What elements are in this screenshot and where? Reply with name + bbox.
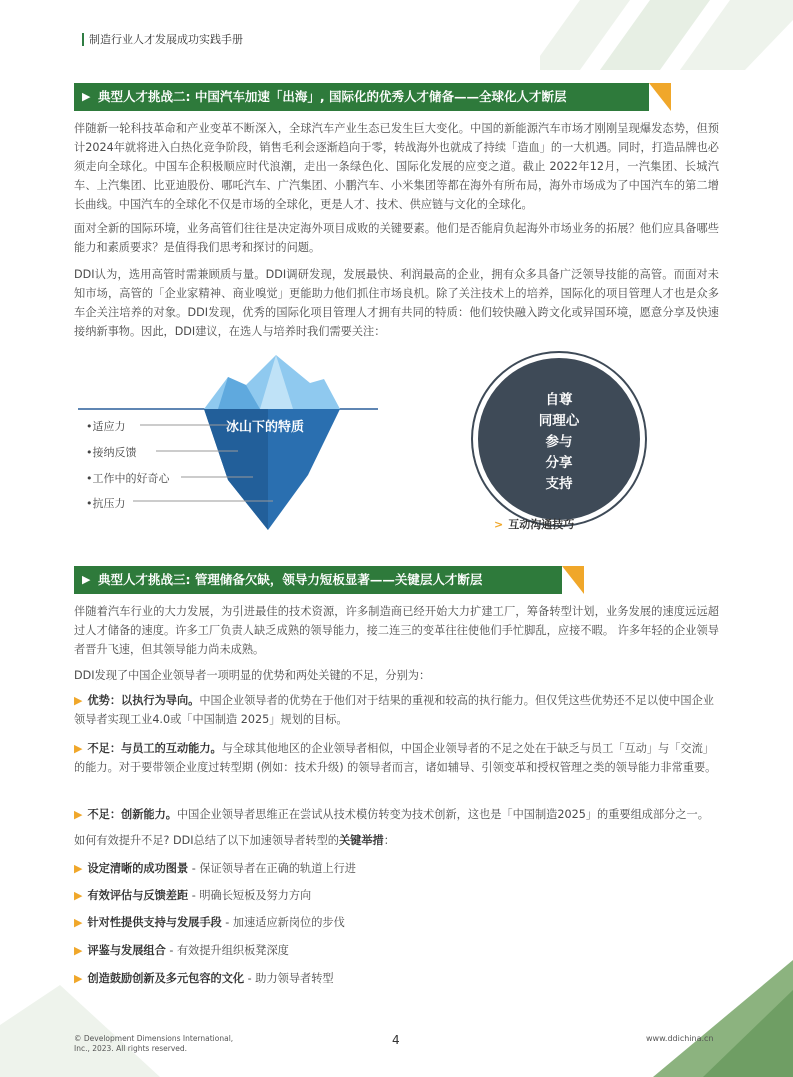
- paragraph: 如何有效提升不足? DDI总结了以下加速领导者转型的关键举措：: [74, 834, 395, 847]
- banner-text: 典型人才挑战三: 管理储备欠缺，领导力短板显著——关键层人才断层: [98, 572, 483, 587]
- paragraph: 伴随着汽车行业的大力发展，为引进最佳的技术资源，许多制造商已经开始大力扩建工厂，筹备转型计划，业务发展的速度远远超过人才储备的速度。许多工厂负责人缺乏成熟的领导能力，接二连三的变革往往使他们手忙脚乱，应接不暇。 许多年轻的企业领导者晋升飞速，但其领导能力尚未成熟。: [74, 605, 719, 656]
- measure-item: ▶ 有效评估与反馈差距 - 明确长短板及努力方向: [74, 889, 312, 902]
- circle-item: 参与: [545, 434, 573, 450]
- triangle-bullet-icon: ▶: [74, 889, 83, 902]
- circle-caption: [494, 516, 574, 532]
- circle-item: 支持: [545, 476, 573, 492]
- triangle-bullet-icon: ▶: [74, 808, 83, 821]
- triangle-bullet-icon: ▶: [74, 742, 83, 755]
- banner-text: 典型人才挑战二: 中国汽车加速「出海」, 国际化的优秀人才储备——全球化人才断层: [98, 89, 567, 104]
- communication-skills-circle: [473, 353, 645, 525]
- measure-item: ▶ 设定清晰的成功图景 - 保证领导者在正确的轨道上行进: [74, 862, 356, 875]
- triangle-bullet-icon: ▶: [74, 694, 83, 707]
- circle-item: 同理心: [538, 413, 580, 429]
- top-right-decoration: [540, 0, 793, 70]
- measure-item: ▶ 创造鼓励创新及多元包容的文化 - 助力领导者转型: [74, 972, 334, 985]
- paragraph: 面对全新的国际环境，业务高管们往往是决定海外项目成败的关键要素。他们是否能肩负起海外市场业务的拓展？他们应具备哪些能力和素质要求？是值得我们思考和探讨的问题。: [74, 222, 719, 254]
- triangle-bullet-icon: ▶: [74, 944, 83, 957]
- circle-item: 自尊: [545, 392, 573, 408]
- iceberg-item: •接纳反馈: [86, 446, 137, 459]
- finding-item: ▶ 不足：创新能力。中国企业领导者思维正在尝试从技术模仿转变为技术创新，这也是「中国制造2025」的重要组成部分之一。: [74, 808, 709, 821]
- measure-item: ▶ 针对性提供支持与发展手段 - 加速适应新岗位的步伐: [74, 916, 345, 929]
- copyright: © Development Dimensions International, Inc., 2023. All rights reserved.: [74, 1034, 234, 1053]
- paragraph: 伴随新一轮科技革命和产业变革不断深入，全球汽车产业生态已发生巨大变化。中国的新能源汽车市场才刚刚呈现爆发态势，但预计2024年就将进入白热化竞争阶段，销售毛利会逐渐趋向于零，转战海外也就成了持续「造血」的一大机遇。同时，打造品牌也必须走向全球化。中国车企积极顺应时代浪潮，走出一条绿色化、国际化发展的应变之道。截止 2022年12月，一汽集团、长城汽车、上汽集团、比亚迪股份、哪吒汽车、广汽集团、小鹏汽车、小米集团等都在海外有所布局，海外市场成为了中国汽车的第二增长曲线。中国汽车的全球化不仅是市场的全球化，更是人才、技术、供应链与文化的全球化。: [74, 122, 719, 211]
- document-title: 制造行业人才发展成功实践手册: [82, 33, 243, 46]
- banner-accent: [562, 566, 584, 594]
- circle-item: 分享: [545, 455, 573, 471]
- iceberg-title: 冰山下的特质: [226, 420, 305, 435]
- triangle-bullet-icon: ▶: [74, 916, 83, 929]
- iceberg-item: •适应力: [86, 420, 126, 433]
- iceberg-item: •抗压力: [86, 497, 126, 510]
- section-banner-challenge-2: [74, 83, 649, 111]
- triangle-bullet-icon: ▶: [74, 972, 83, 985]
- paragraph: DDI认为，选用高管时需兼顾质与量。DDI调研发现，发展最快、利润最高的企业，拥有众多具备广泛领导技能的高管。而面对未知市场，高管的「企业家精神、商业嗅觉」更能助力他们抓住市场良机。除了关注技术上的培养，国际化的项目管理人才也是众多车企关注培养的对象。DDI发现，优秀的国际化项目管理人才拥有共同的特质：他们较快融入跨文化或异国环境，愿意分享及快速接纳新事物。因此，DDI建议，在选人与培养时我们需要关注：: [74, 268, 719, 338]
- iceberg-item: •工作中的好奇心: [86, 472, 170, 485]
- banner-accent: [649, 83, 671, 111]
- finding-item: ▶ 优势：以执行为导向。中国企业领导者的优势在于他们对于结果的重视和较高的执行能力。但仅凭这些优势还不足以使中国企业领导者实现工业4.0或「中国制造 2025」规划的目标。: [74, 694, 714, 726]
- paragraph: DDI发现了中国企业领导者一项明显的优势和两处关键的不足，分别为：: [74, 669, 431, 682]
- circle-caption-text: 互动沟通技巧: [508, 518, 575, 531]
- website-url: www.ddichina.cn: [646, 1034, 714, 1043]
- chevron-right-icon: >: [494, 518, 504, 531]
- triangle-bullet-icon: ▶: [74, 862, 83, 875]
- page-number: 4: [392, 1033, 400, 1047]
- play-triangle-icon: ▶: [82, 90, 91, 103]
- play-triangle-icon: ▶: [82, 573, 91, 586]
- measure-item: ▶ 评鉴与发展组合 - 有效提升组织板凳深度: [74, 944, 289, 957]
- bottom-left-decoration: [0, 985, 200, 1077]
- section-banner-challenge-3: [74, 566, 562, 594]
- finding-item: ▶ 不足：与员工的互动能力。与全球其他地区的企业领导者相似，中国企业领导者的不足之处在于缺乏与员工「互动」与「交流」的能力。对于要带领企业度过转型期 (例如：技术升级) 的领导者而言，诸如辅导、引领变革和授权管理之类的领导能力非常重要。: [74, 742, 717, 774]
